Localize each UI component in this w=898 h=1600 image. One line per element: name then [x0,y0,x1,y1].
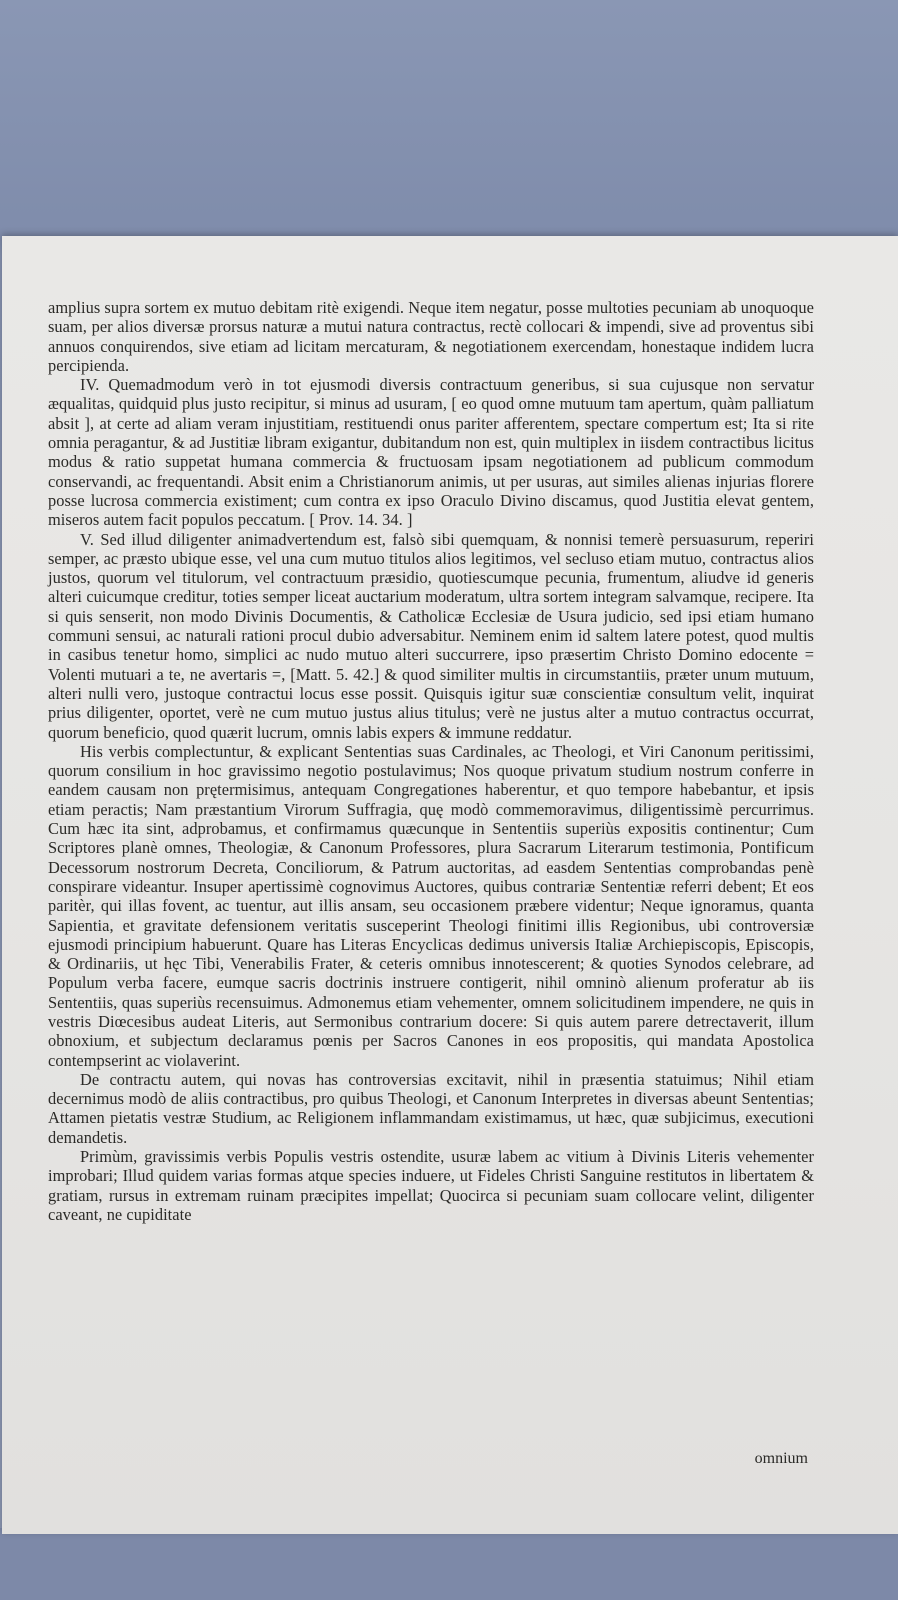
page-text [48,298,814,1224]
paragraph-0: amplius supra sortem ex mutuo debitam ritè exigendi. Neque item negatur, posse multoties pecuniam ab unoquoque suam, per alios diversæ prorsus naturæ a mutui natura contractus, rectè collocari & impendi, sive ad proventus sibi annuos conquirendos, sive etiam ad licitam mercaturam, & negotiationem exercendam, honestaque indidem lucra percipienda. [48,298,814,375]
paragraph-de-contractu: De contractu autem, qui novas has controversias excitavit, nihil in præsentia statuimus; Nihil etiam decernimus modò de aliis contractibus, pro quibus Theologi, et Canonum Interpretes in diversas abeunt Sententias; Attamen pietatis vestræ Studium, ac Religionem inflammandam existimamus, ut hæc, quæ subjicimus, executioni demandetis. [48,1069,814,1147]
background-bottom [0,1528,898,1600]
document-page [2,236,898,1534]
paragraph-his-verbis: His verbis complectuntur, & explicant Sententias suas Cardinales, ac Theologi, et Viri Canonum peritissimi, quorum consilium in hoc gravissimo negotio postulavimus; Nos quoque privatum studium nostrum conferre in eandem causam non prętermisimus, antequam Congregationes haberentur, et quo tempore habebantur, et ipsis etiam peractis; Nam præstantium Virorum Suffragia, quę modò commemoravimus, diligentissimè percurrimus. Cum hæc ita sint, adprobamus, et confirmamus quæcunque in Sententiis superiùs expositis continentur; Cum Scriptores planè omnes, Theologiæ, & Canonum Professores, plura Sacrarum Literarum testimonia, Pontificum Decessorum nostrorum Decreta, Conciliorum, & Patrum auctoritas, ad easdem Sententias comprobandas penè conspirare videantur. Insuper apertissimè cognovimus Auctores, quibus contrariæ Sententiæ referri debent; Et eos paritèr, qui illas fovent, ac tuentur, aut illis ansam, seu occasionem præbere videntur; Neque ignoramus, quanta Sapientia, et gravitate defensionem veritatis susceperint Theologi finitimi illis Regionibus, ubi controversiæ ejusmodi principium habuerunt. Quare has Literas Encyclicas dedimus universis Italiæ Archiepiscopis, Episcopis, & Ordinariis, ut hęc Tibi, Venerabilis Frater, & ceteris omnibus innotescerent; & quoties Synodos celebrare, ad Populum verba facere, eumque sacris doctrinis instruere contigerit, nihil omninò alienum proferatur ab iis Sententiis, quas superiùs recensuimus. Admonemus etiam vehementer, omnem solicitudinem impendere, ne quis in vestris Diœcesibus audeat Literis, aut Sermonibus contrarium docere: Si quis autem parere detrectaverit, illum obnoxium, et subjectum declaramus pœnis per Sacros Canones in eos propositis, qui mandata Apostolica contempserint ac violaverint. [48,741,814,1070]
catchword: omnium [754,1450,808,1467]
paragraph-iv: IV. Quemadmodum verò in tot ejusmodi diversis contractuum generibus, si sua cujusque non servatur æqualitas, quidquid plus justo recipitur, si minus ad usuram, [ eo quod omne mutuum tam apertum, quàm palliatum absit ], at certe ad aliam veram injustitiam, restituendi onus pariter afferentem, spectare compertum est; Ita si rite omnia peragantur, & ad Justitiæ libram exigantur, dubitandum non est, quin multiplex in iisdem contractibus licitus modus & ratio suppetat humana commercia & fructuosam ipsam negotiationem ad publicum commodum conservandi, ac frequentandi. Absit enim a Christianorum animis, ut per usuras, aut similes alienas injurias florere posse lucrosa commercia existiment; cum contra ex ipso Oraculo Divino discamus, quod Justitia elevat gentem, miseros autem facit populos peccatum. [ Prov. 14. 34. ] [48,375,814,530]
paragraph-primum: Primùm, gravissimis verbis Populis vestris ostendite, usuræ labem ac vitium à Divinis Literis vehementer improbari; Illud quidem varias formas atque species induere, ut Fideles Christi Sanguine restitutos in libertatem & gratiam, rursus in extremam ruinam præcipites impellat; Quocirca si pecuniam suam collocare velint, diligenter caveant, ne cupiditate [48,1147,814,1224]
paragraph-v: V. Sed illud diligenter animadvertendum est, falsò sibi quemquam, & nonnisi temerè persuasurum, reperiri semper, ac præsto ubique esse, vel una cum mutuo titulos alios legitimos, vel secluso etiam mutuo, contractus alios justos, quorum vel titulorum, vel contractuum præsidio, quotiescumque pecunia, frumentum, aliudve id generis alteri cuicumque creditur, toties semper liceat auctarium moderatum, ultra sortem integram salvamque, recipere. Ita si quis senserit, non modo Divinis Documentis, & Catholicæ Ecclesiæ de Usura judicio, sed ipsi etiam humano communi sensui, ac naturali rationi procul dubio adversabitur. Neminem enim id saltem latere potest, quod multis in casibus tenetur homo, simplici ac nudo mutuo alteri succurrere, ipso præsertim Christo Domino edocente = Volenti mutuari a te, ne avertaris =, [Matt. 5. 42.] & quod similiter multis in circumstantiis, præter unum mutuum, alteri nulli vero, justoque contractui locus esse possit. Quisquis igitur suæ conscientiæ consultum velit, inquirat prius diligenter, oportet, verè ne cum mutuo justus alius titulus; verè ne justus alter a mutuo contractus occurrat, quorum beneficio, quod quærit lucrum, omnis labis expers & immune reddatur. [48,529,814,742]
